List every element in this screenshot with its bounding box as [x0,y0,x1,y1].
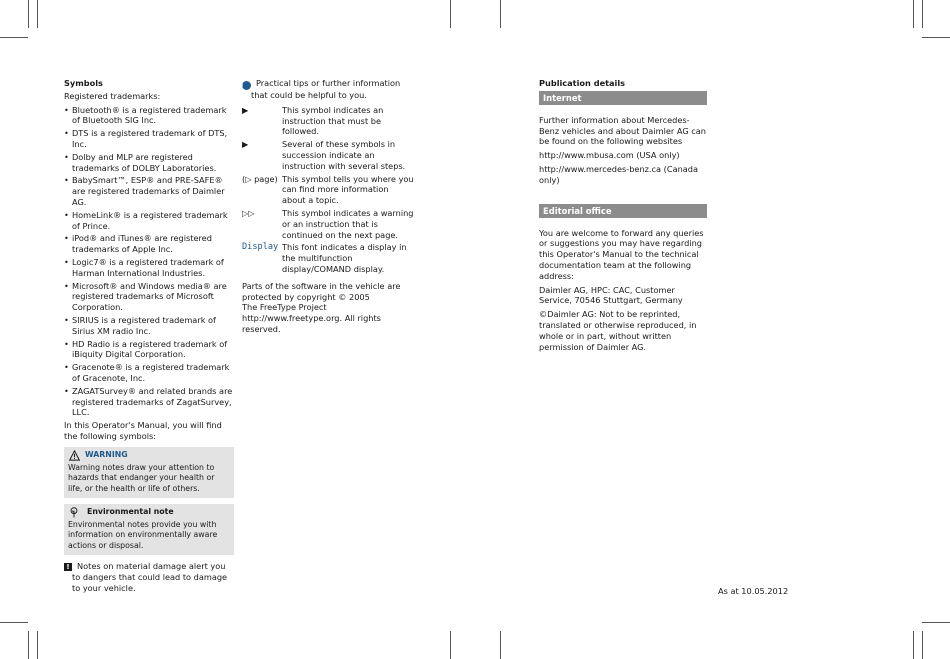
url-usa[interactable]: http://www.mbusa.com (USA only) [539,150,680,161]
environment-leaf-icon [69,507,79,518]
publication-details-column [539,78,709,355]
symbols-heading: Symbols [64,78,103,88]
crop-mark [922,631,923,659]
internet-section-bar: Internet [539,91,707,105]
environmental-text: Environmental notes provide you with information on environmentally aware actions or disposal. [68,519,218,550]
trademarks-intro: Registered trademarks: [64,90,161,101]
software-line: The FreeType Project [242,302,327,313]
crop-mark [28,0,29,28]
editorial-text: You are welcome to forward any queries or suggestions you may have regarding this Operator's Manual to the technical documentation team at the following address: [539,227,704,281]
list-item: • Gracenote® is a registered trademark of Gracenote, Inc. [64,362,234,384]
crop-mark [450,0,451,28]
warning-title: WARNING [85,450,128,459]
crop-mark [0,622,28,623]
list-item: • Bluetooth® is a registered trademark of Bluetooth SIG Inc. [64,105,234,127]
tip-note [242,78,414,101]
symbols-intro: In this Operator's Manual, you will find the following symbols: [64,420,222,441]
url-canada[interactable]: http://www.mercedes-benz.ca (Canada only) [539,163,699,185]
instruction-arrow-icon: ▶ [242,139,249,150]
software-copyright [242,281,414,335]
tip-text: Practical tips or further information that could be helpful to you. [251,78,401,100]
crop-mark [37,0,38,28]
symbol-legend-column [242,78,414,335]
damage-notice [64,561,234,593]
info-icon: i [242,81,251,90]
symbol-row [242,139,414,171]
symbols-column [64,78,234,594]
crop-mark [922,37,950,38]
list-item: • HomeLink® is a registered trademark of Prince. [64,210,234,232]
list-item: • Dolby and MLP are registered trademarks of DOLBY Laboratories. [64,152,234,174]
warning-box [64,447,234,498]
symbol-description: This symbol tells you where you can find more information about a topic. [282,173,414,206]
symbol-row [242,174,414,206]
crop-mark [0,37,28,38]
crop-mark [500,0,501,28]
copyright-notice: ©Daimler AG: Not to be reprinted, translated or otherwise reproduced, in whole or in part, without written permission of Daimler AG. [539,309,697,352]
list-item: • BabySmart™, ESP® and PRE-SAFE® are registered trademarks of Daimler AG. [64,175,234,207]
crop-mark [37,631,38,659]
list-item: • Logic7® is a registered trademark of Harman International Industries. [64,257,234,279]
crop-mark [500,631,501,659]
list-item: • HD Radio is a registered trademark of iBiquity Digital Corporation. [64,339,234,361]
list-item: • DTS is a registered trademark of DTS, Inc. [64,128,234,150]
crop-mark [450,631,451,659]
software-line: Parts of the software in the vehicle are protected by copyright © 2005 [242,280,401,302]
trademark-list [64,105,234,419]
display-font-sample: Display [242,242,279,253]
list-item: • ZAGATSurvey® and related brands are registered trademarks of ZagatSurvey, LLC. [64,386,234,418]
list-item: • Microsoft® and Windows media® are registered trademarks of Microsoft Corporation. [64,281,234,313]
damage-text: Notes on material damage alert you to dangers that could lead to damage to your vehicle. [72,561,228,593]
symbol-row [242,208,414,240]
software-line: http://www.freetype.org. All rights reserved. [242,313,381,334]
edition-date: As at 10.05.2012 [718,586,789,596]
instruction-arrow-icon: ▶ [242,104,249,115]
symbol-row [242,242,414,274]
symbol-description: This font indicates a display in the multifunction display/COMAND display. [282,242,407,274]
environmental-box [64,504,234,555]
crop-mark [28,631,29,659]
environmental-title: Environmental note [87,507,174,517]
crop-mark [922,0,923,28]
crop-mark [913,0,914,28]
warning-text: Warning notes draw your attention to hazards that endanger your health or life, or the health or life of others. [68,462,215,493]
symbol-description: This symbol indicates an instruction that must be followed. [282,104,384,137]
continued-arrows-icon: ▷▷ [242,207,255,218]
editorial-section-bar: Editorial office [539,204,707,218]
internet-text: Further information about Mercedes-Benz vehicles and about Daimler AG can be found on the following websites [539,114,706,147]
list-item: • SIRIUS is a registered trademark of Sirius XM radio Inc. [64,315,234,337]
crop-mark [922,622,950,623]
page-reference-symbol: (▷ page) [242,173,278,184]
symbol-description: This symbol indicates a warning or an instruction that is continued on the next page. [282,207,414,240]
exclamation-icon: ! [64,563,72,571]
warning-triangle-icon [69,450,80,461]
editorial-address: Daimler AG, HPC: CAC, Customer Service, 70546 Stuttgart, Germany [539,284,683,306]
list-item: • iPod® and iTunes® are registered trademarks of Apple Inc. [64,233,234,255]
crop-mark [913,631,914,659]
symbol-description: Several of these symbols in succession indicate an instruction with several steps. [282,139,406,171]
symbol-row [242,105,414,137]
publication-heading: Publication details [539,78,626,88]
